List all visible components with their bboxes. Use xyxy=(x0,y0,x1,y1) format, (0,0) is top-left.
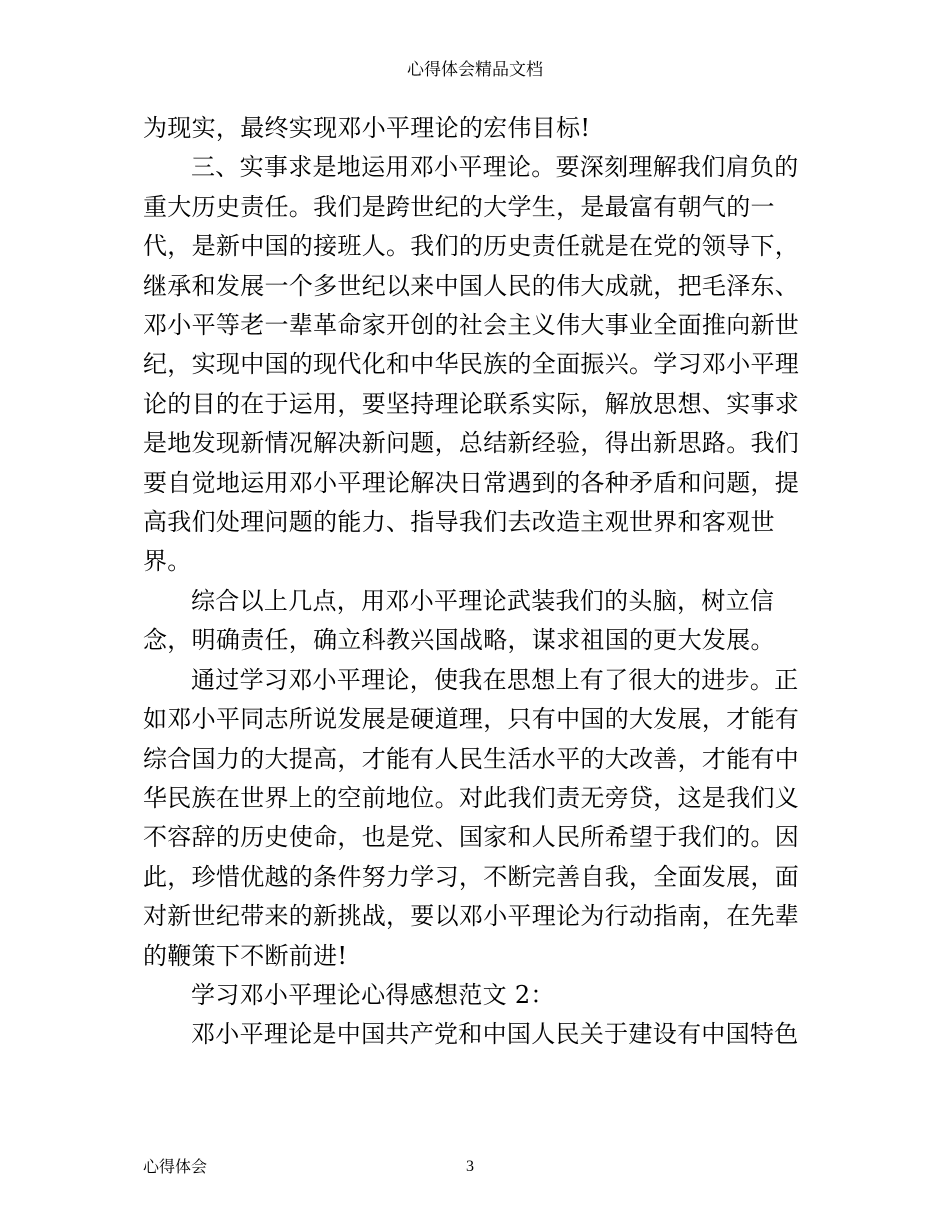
text-line: 此，珍惜优越的条件努力学习，不断完善自我，全面发展，面 xyxy=(143,862,800,891)
text-line: 综合以上几点，用邓小平理论武装我们的头脑，树立信 xyxy=(191,586,775,615)
text-line: 代，是新中国的接班人。我们的历史责任就是在党的领导下， xyxy=(143,232,800,261)
text-line: 通过学习邓小平理论，使我在思想上有了很大的进步。正 xyxy=(191,665,799,694)
footer-label: 心得体会 xyxy=(143,1157,208,1176)
text-line: 邓小平理论是中国共产党和中国人民关于建设有中国特色 xyxy=(191,1020,799,1049)
text-line: 要自觉地运用邓小平理论解决日常遇到的各种矛盾和问题，提 xyxy=(143,468,800,497)
text-line: 的鞭策下不断前进! xyxy=(143,941,348,970)
text-line: 如邓小平同志所说发展是硬道理，只有中国的大发展，才能有 xyxy=(143,705,800,734)
text-line: 界。 xyxy=(143,547,192,576)
text-line: 邓小平等老一辈革命家开创的社会主义伟大事业全面推向新世 xyxy=(143,311,800,340)
text-line: 三、实事求是地运用邓小平理论。要深刻理解我们肩负的 xyxy=(191,153,799,182)
text-line: 纪，实现中国的现代化和中华民族的全面振兴。学习邓小平理 xyxy=(143,350,800,379)
text-line: 念，明确责任，确立科教兴国战略，谋求祖国的更大发展。 xyxy=(143,626,775,655)
text-line: 不容辞的历史使命，也是党、国家和人民所希望于我们的。因 xyxy=(143,823,800,852)
document-body xyxy=(143,109,815,1055)
text-line: 为现实，最终实现邓小平理论的宏伟目标! xyxy=(143,114,591,142)
text-line: 继承和发展一个多世纪以来中国人民的伟大成就，把毛泽东、 xyxy=(143,271,800,300)
page-number: 3 xyxy=(466,1158,474,1175)
text-line: 重大历史责任。我们是跨世纪的大学生，是最富有朝气的一 xyxy=(143,192,775,221)
text-line: 对新世纪带来的新挑战，要以邓小平理论为行动指南，在先辈 xyxy=(143,902,800,931)
text-line: 高我们处理问题的能力、指导我们去改造主观世界和客观世 xyxy=(143,508,775,537)
text-line: 华民族在世界上的空前地位。对此我们责无旁贷，这是我们义 xyxy=(143,783,800,812)
text-line: 学习邓小平理论心得感想范文 2： xyxy=(191,980,555,1009)
body-text xyxy=(143,109,815,1055)
text-line: 综合国力的大提高，才能有人民生活水平的大改善，才能有中 xyxy=(143,744,800,773)
text-line: 是地发现新情况解决新问题，总结新经验，得出新思路。我们 xyxy=(143,429,800,458)
text-line: 论的目的在于运用，要坚持理论联系实际，解放思想、实事求 xyxy=(143,389,800,418)
page-header-title: 心得体会精品文档 xyxy=(407,60,543,80)
